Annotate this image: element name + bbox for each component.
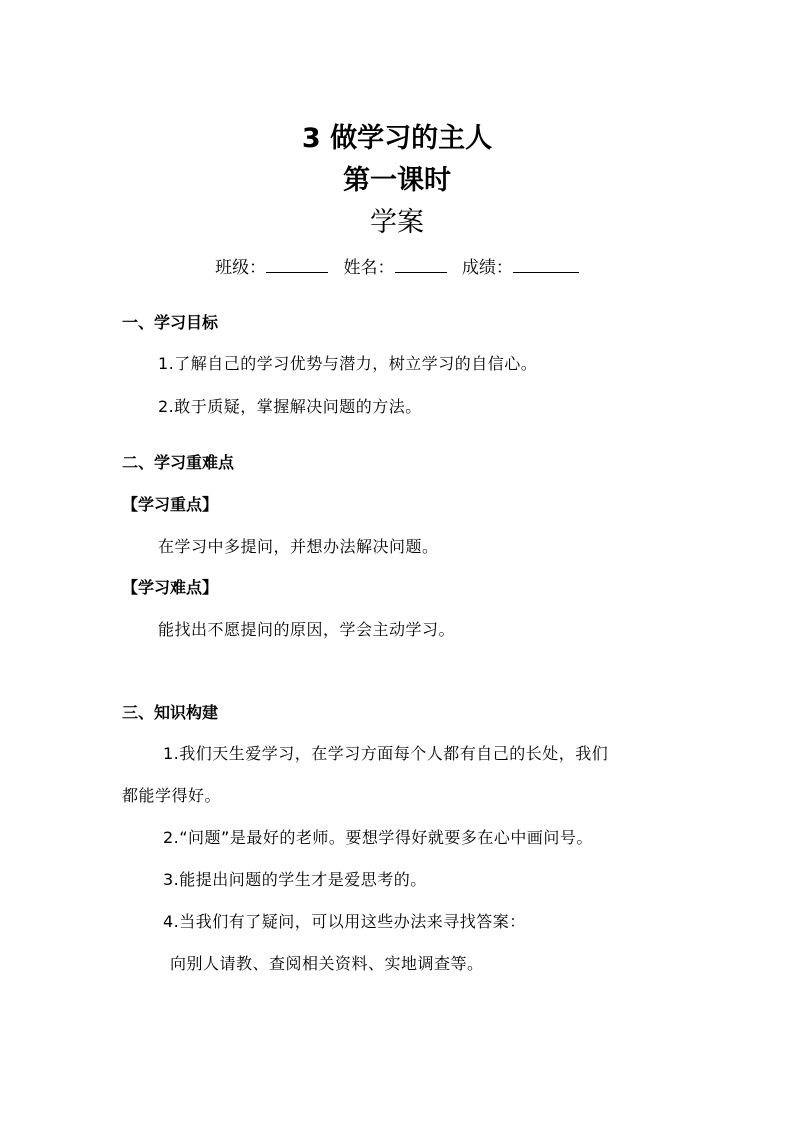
score-blank[interactable] (513, 254, 579, 273)
lesson-period: 第一课时 (343, 165, 451, 196)
name-label: 姓名： (343, 258, 395, 278)
goal-item: 1.了解自己的学习优势与潜力，树立学习的自信心。 (158, 354, 538, 373)
class-field (215, 254, 328, 282)
section-heading-knowledge: 三、知识构建 (122, 703, 219, 722)
knowledge-item: 3.能提出问题的学生才是爱思考的。 (163, 870, 427, 889)
document-type: 学案 (370, 207, 424, 238)
name-field (344, 254, 447, 282)
section-heading-goals: 一、学习目标 (122, 313, 219, 332)
lesson-title: 3 做学习的主人 (301, 123, 493, 154)
knowledge-item: 2.“问题”是最好的老师。要想学得好就要多在心中画问号。 (163, 828, 593, 847)
difficult-point-label: 【学习难点】 (122, 578, 219, 597)
class-blank[interactable] (266, 254, 328, 273)
class-label: 班级： (215, 258, 267, 278)
knowledge-item-detail: 向别人请教、查阅相关资料、实地调查等。 (170, 954, 484, 973)
score-label: 成绩： (461, 258, 513, 278)
section-heading-key-points: 二、学习重难点 (122, 453, 235, 472)
knowledge-item: 4.当我们有了疑问，可以用这些办法来寻找答案： (163, 912, 526, 931)
goal-item: 2.敢于质疑，掌握解决问题的方法。 (158, 397, 422, 416)
score-field (462, 254, 579, 282)
key-point-text: 在学习中多提问，并想办法解决问题。 (158, 537, 439, 556)
difficult-point-text: 能找出不愿提问的原因，学会主动学习。 (158, 620, 456, 639)
title-block (0, 118, 794, 244)
knowledge-item: 1.我们天生爱学习，在学习方面每个人都有自己的长处，我们 (163, 744, 609, 763)
name-blank[interactable] (395, 254, 447, 273)
key-point-label: 【学习重点】 (122, 495, 219, 514)
knowledge-item-continuation: 都能学得好。 (122, 786, 222, 805)
student-info-row (0, 254, 794, 282)
